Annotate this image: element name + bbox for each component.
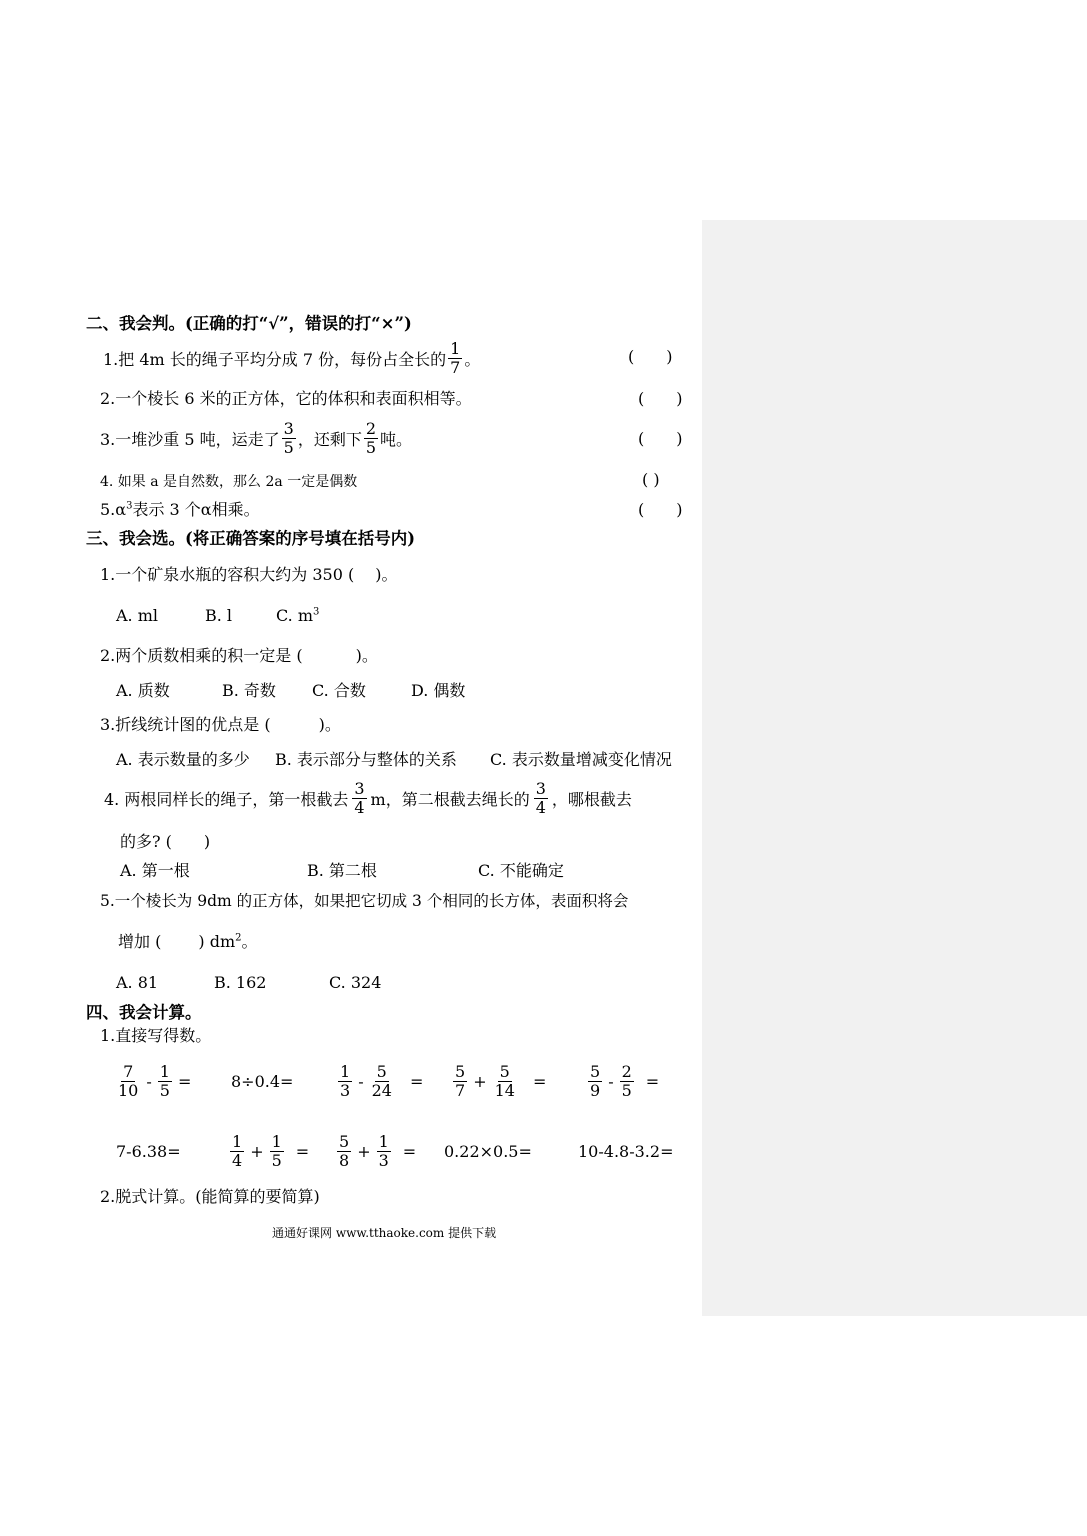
s3-question-5: 5.一个棱长为 9dm 的正方体，如果把它切成 3 个相同的长方体，表面积将会 [100, 892, 629, 910]
s3-question-4 [104, 778, 632, 818]
option-c[interactable]: C. 不能确定 [478, 861, 564, 880]
option-a[interactable]: A. ml [116, 606, 159, 625]
s3-question-5-line2 [118, 932, 258, 952]
option-a[interactable]: A. 81 [116, 973, 159, 992]
equals: = [532, 1071, 547, 1091]
option-a[interactable]: A. 质数 [116, 681, 170, 700]
fraction: $\frac{2}{5}$ [621, 1061, 632, 1100]
s3-q5-text: 增加 ( ) dm [118, 932, 236, 951]
fraction: $\frac{1}{7}$ [450, 338, 461, 377]
fraction: $\frac{2}{5}$ [365, 418, 377, 457]
s3-q5-end: 。 [241, 932, 258, 951]
calc-item: 8÷0.4= [231, 1071, 294, 1091]
calc-item [114, 1059, 195, 1103]
calc-item [336, 1059, 427, 1103]
fraction: $\frac{1}{3}$ [340, 1061, 351, 1100]
option-b[interactable]: B. 奇数 [222, 681, 276, 700]
calc-item: 0.22×0.5= [444, 1141, 532, 1161]
operator: - [608, 1071, 614, 1091]
operator: + [473, 1071, 487, 1091]
s2-q3-mid: ，还剩下 [297, 429, 362, 449]
fraction: $\frac{5}{14}$ [494, 1061, 515, 1100]
s3-q4-text: 4. 两根同样长的绳子，第一根截去 [104, 789, 349, 809]
operator: + [357, 1141, 371, 1161]
answer-paren[interactable]: ( ) [628, 347, 673, 366]
calc-item [335, 1129, 420, 1173]
operator: - [146, 1071, 152, 1091]
section3-title: 三、我会选。(将正确答案的序号填在括号内) [86, 529, 416, 548]
s2-question-3 [100, 418, 412, 458]
exponent: 3 [126, 500, 133, 512]
section2-title: 二、我会判。(正确的打“√”，错误的打“×”) [86, 314, 412, 333]
page-footer: 通通好课网 www.tthaoke.com 提供下载 [272, 1226, 497, 1240]
fraction: $\frac{1}{5}$ [271, 1131, 282, 1170]
answer-paren[interactable]: ( ) [638, 429, 683, 448]
fraction: $\frac{1}{4}$ [232, 1131, 243, 1170]
s3-question-1: 1.一个矿泉水瓶的容积大约为 350 ( )。 [100, 565, 398, 584]
answer-paren[interactable]: ( ) [638, 389, 683, 408]
equals: = [295, 1141, 310, 1161]
exponent: 2 [235, 932, 242, 944]
s3-question-4-line2: 的多? ( ) [120, 832, 211, 851]
option-a[interactable]: A. 第一根 [120, 861, 190, 880]
answer-paren[interactable]: ( ) [642, 470, 660, 489]
option-a[interactable]: A. 表示数量的多少 [116, 750, 250, 769]
exponent: 3 [313, 606, 320, 618]
equals: = [177, 1071, 192, 1091]
comment-pane [702, 220, 1087, 1316]
s2-question-1 [103, 338, 480, 378]
operator: + [250, 1141, 264, 1161]
fraction: $\frac{5}{8}$ [339, 1131, 350, 1170]
fraction: $\frac{3}{4}$ [354, 778, 365, 817]
s2-q3-text: 3.一堆沙重 5 吨，运走了 [100, 429, 280, 449]
section4-title: 四、我会计算。 [86, 1003, 202, 1022]
fraction: $\frac{5}{9}$ [590, 1061, 601, 1100]
s3-q4-mid: m，第二根截去绳长的 [370, 789, 530, 809]
option-c[interactable]: C. 324 [329, 973, 382, 992]
option-b[interactable]: B. 第二根 [307, 861, 377, 880]
s2-question-5 [100, 500, 260, 520]
s2-q5-pre: 5.α [100, 500, 127, 519]
fraction: $\frac{5}{24}$ [371, 1061, 392, 1100]
option-c[interactable]: C. 合数 [312, 681, 366, 700]
s2-question-2: 2.一个棱长 6 米的正方体，它的体积和表面积相等。 [100, 389, 472, 408]
option-d[interactable]: D. 偶数 [411, 681, 466, 700]
s2-q1-text: 1.把 4m 长的绳子平均分成 7 份，每份占全长的 [103, 349, 447, 369]
s2-question-4: 4. 如果 a 是自然数，那么 2a 一定是偶数 [100, 474, 358, 490]
fraction: $\frac{7}{10}$ [118, 1061, 139, 1100]
s4-subheading-2: 2.脱式计算。(能简算的要简算) [100, 1187, 320, 1206]
s3-question-3: 3.折线统计图的优点是 ( )。 [100, 715, 341, 734]
option-b[interactable]: B. 表示部分与整体的关系 [275, 750, 457, 769]
calc-item [586, 1059, 663, 1103]
answer-paren[interactable]: ( ) [638, 500, 683, 519]
option-c[interactable] [276, 606, 319, 626]
s3-q4-end: ，哪根截去 [551, 789, 632, 809]
equals: = [645, 1071, 660, 1091]
operator: - [358, 1071, 364, 1091]
option-c-text: C. m [276, 606, 314, 625]
s2-q3-end: 吨。 [380, 429, 413, 449]
fraction: $\frac{3}{4}$ [535, 778, 546, 817]
s2-q1-end: 。 [464, 349, 481, 369]
option-b[interactable]: B. l [205, 606, 233, 625]
fraction: $\frac{5}{7}$ [455, 1061, 466, 1100]
equals: = [409, 1071, 424, 1091]
s2-q5-post: 表示 3 个α相乘。 [132, 500, 260, 519]
fraction: $\frac{3}{5}$ [283, 418, 294, 457]
option-b[interactable]: B. 162 [214, 973, 267, 992]
s4-subheading-1: 1.直接写得数。 [100, 1026, 212, 1045]
calc-item: 10-4.8-3.2= [578, 1141, 674, 1161]
s3-question-2: 2.两个质数相乘的积一定是 ( )。 [100, 646, 378, 665]
equals: = [402, 1141, 417, 1161]
calc-item [451, 1059, 550, 1103]
fraction: $\frac{1}{5}$ [159, 1061, 170, 1100]
option-c[interactable]: C. 表示数量增减变化情况 [490, 750, 672, 769]
calc-item [228, 1129, 313, 1173]
fraction: $\frac{1}{3}$ [378, 1131, 389, 1170]
calc-item: 7-6.38= [116, 1141, 181, 1161]
